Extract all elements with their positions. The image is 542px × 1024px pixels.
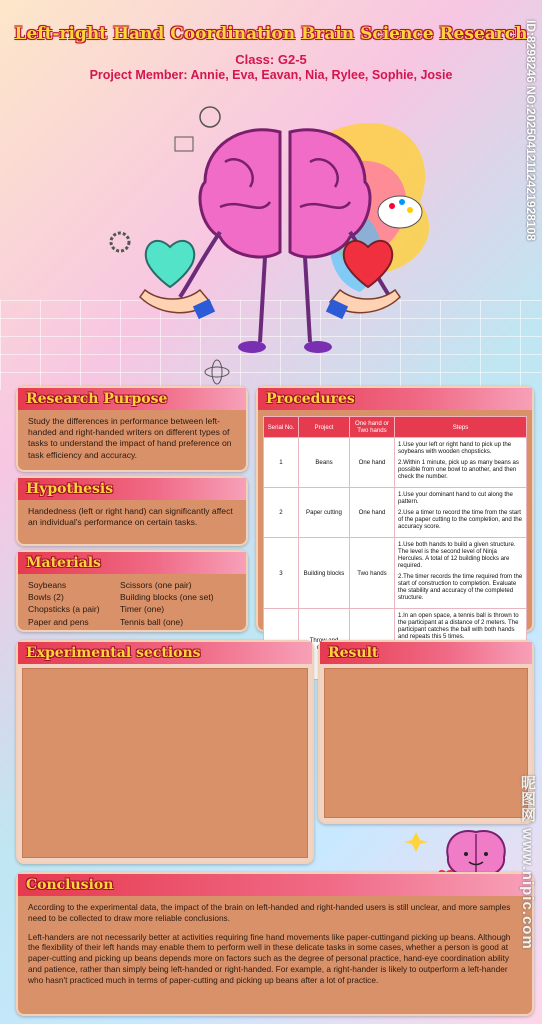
table-row <box>264 438 527 488</box>
side-id-text: ID:8298246 NO:20250412112421928108 <box>524 20 538 241</box>
cell-steps <box>395 438 527 488</box>
step-text: 1.Use your left or right hand to pick up the soybeans with wooden chopsticks. <box>398 441 512 455</box>
cell-serial: 2 <box>264 488 299 538</box>
experimental-heading: Experimental sections <box>18 642 312 664</box>
list-item: Timer (one) <box>120 604 165 615</box>
list-item: Bowls (2) <box>28 592 64 603</box>
cell-steps <box>395 538 527 609</box>
cell-project: Throw <box>299 609 350 680</box>
step-text: 2.Use a timer to record the time from the start of the paper cutting to the completion, and the accuracy score. <box>398 509 522 530</box>
class-line: Class: G2-5 <box>235 52 307 67</box>
research-purpose-panel <box>16 386 248 472</box>
cell-hands: Two hands <box>350 538 395 609</box>
cell-project: Beans <box>299 438 350 488</box>
cell-project: Building blocks <box>299 538 350 609</box>
conclusion-panel <box>16 872 534 1016</box>
list-item: Scissors (one pair) <box>120 580 192 590</box>
result-panel <box>318 640 534 824</box>
materials-panel <box>16 550 248 632</box>
cell-project: Paper cutting <box>299 488 350 538</box>
step-text: 1.Use your dominant hand to cut along the pattern. <box>398 491 513 505</box>
conclusion-paragraph-2: Left-handers are not necessarily better at activities requiring fine hand movements like paper-cuttingand picking up beans. Although the flexibility of their left hands may enable them to perform well in these delicate tasks in some cases, whether a person is good at paper-cutting and picking up beans depends more on factors such as the degree of personal practice, hand-eye coordination ability and patience, rather than simply being left-handed or right-handed. For example, a right-hander is likely to outperform a left-hander who hasn't practiced much in terms of paper-cutting and picking up beans after a lot of practice. <box>28 931 511 985</box>
column-header: Serial No. <box>264 417 299 438</box>
step-text: 1.In an open space, a tennis ball is thrown to the participant at a distance of 2 meters. The participant catches the ball with both hands and repeats this 5 times. <box>398 612 519 640</box>
hypothesis-text: Handedness (left or right hand) can significantly affect an individual's performance on certain tasks. <box>28 506 233 528</box>
table-header-row <box>264 417 527 438</box>
list-item: Tennis ball (one) <box>120 616 184 627</box>
page-title: Left-right Hand Coordination Brain Science Research <box>14 24 528 44</box>
conclusion-paragraph-1: According to the experimental data, the impact of the brain on left-handed and right-handed users is still unclear, and more samples need to be collected to draw more reliable conclusions. <box>28 902 511 923</box>
list-item: Chopsticks (a pair) <box>28 604 100 615</box>
result-heading: Result <box>320 642 532 664</box>
column-header: Project <box>299 417 350 438</box>
experimental-content-box <box>22 668 308 858</box>
result-content-box <box>324 668 528 818</box>
cell-hands: One hand <box>350 438 395 488</box>
procedures-heading: Procedures <box>258 388 532 410</box>
experimental-panel <box>16 640 314 864</box>
brain-illustration <box>100 92 470 382</box>
cell-hands: One hand <box>350 488 395 538</box>
hypothesis-panel <box>16 476 248 546</box>
materials-heading: Materials <box>18 552 246 574</box>
hypothesis-heading: Hypothesis <box>18 478 246 500</box>
column-header: Steps <box>395 417 527 438</box>
table-row <box>264 538 527 609</box>
cell-serial: 1 <box>264 438 299 488</box>
conclusion-heading: Conclusion <box>18 874 532 896</box>
step-text: 2.Within 1 minute, pick up as many beans as possible from one bowl to another, and then check the number. <box>398 459 519 480</box>
column-header: One hand or Two hands <box>350 417 395 438</box>
step-text: 1.Use both hands to build a given structure. The level is the second level of Ninja Hercules. A total of 12 building blocks are required. <box>398 541 516 569</box>
procedures-panel <box>256 386 534 644</box>
cell-steps <box>395 488 527 538</box>
project-members: Project Member: Annie, Eva, Eavan, Nia, Rylee, Sophie, Josie <box>89 68 453 82</box>
research-purpose-text: Study the differences in performance between left-handed and right-handed writers on different types of tasks to understand the impact of hand preference on task efficiency and accuracy. <box>28 416 232 460</box>
list-item: Building blocks (one set) <box>120 592 214 603</box>
list-item: Soybeans <box>28 580 67 590</box>
step-text: 2.The timer records the time required from the start of construction to completion. Evaluate the stability and accuracy of the completed structure. <box>398 573 523 601</box>
watermark-text: 昵图网 www.nipic.com <box>519 775 536 950</box>
materials-list <box>28 580 236 628</box>
table-row <box>264 488 527 538</box>
cell-serial: 3 <box>264 538 299 609</box>
research-purpose-heading: Research Purpose <box>18 388 246 410</box>
list-item: Paper and pens <box>28 616 89 627</box>
